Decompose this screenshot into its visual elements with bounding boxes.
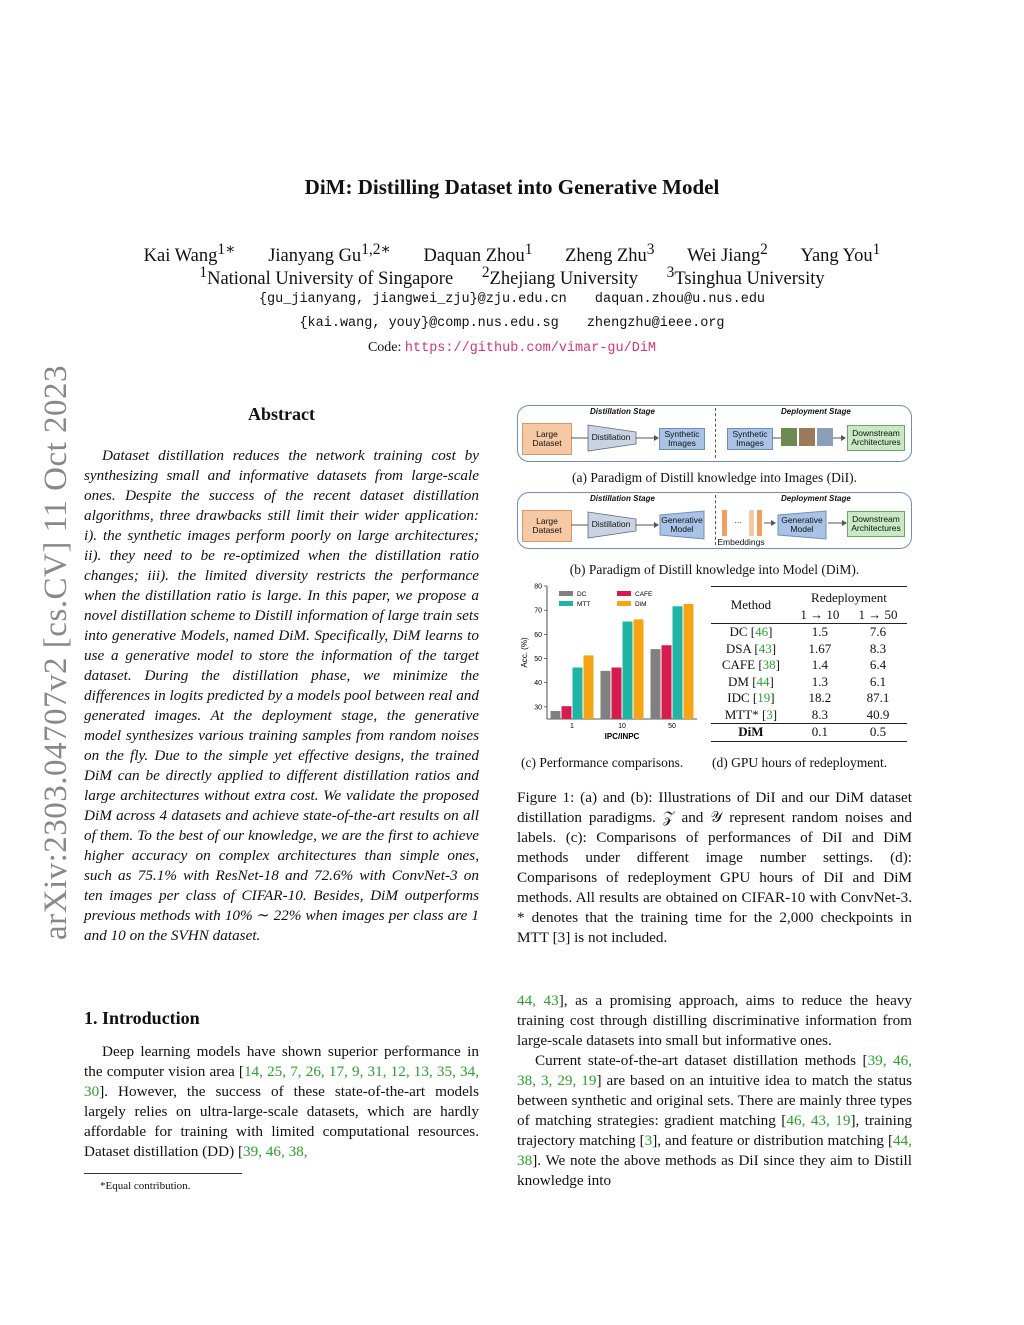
x-tick-label: 50 <box>668 723 676 730</box>
table-row: IDC [19] 18.2 87.1 <box>727 690 890 705</box>
figure-caption: Figure 1: (a) and (b): Illustrations of DiI and our DiM dataset distillation paradigms. 𝒵 and 𝒴 represent random noises and labels. (c): Comparisons of performances of DiI and DiM methods under different image number settings. (d): Comparisons of redeployment GPU hours of DiI and DiM methods. All results are obtained on CIFAR-10 with ConvNet-3. * denotes that the training time for the 2,000 checkpoints in MTT [3] is not included. <box>517 789 912 946</box>
column-group-header: Redeployment <box>811 590 887 605</box>
bar-dc <box>651 649 661 719</box>
table-row: DM [44] 1.3 6.1 <box>727 673 887 689</box>
arrow-icon <box>827 518 847 528</box>
y-tick-label: 60 <box>534 631 542 639</box>
paper-title: DiM: Distilling Dataset into Generative Model <box>304 175 720 199</box>
legend-swatch <box>617 601 631 606</box>
citation-link[interactable]: 39, 46, 38, <box>243 1143 308 1160</box>
bar-dc <box>551 711 561 719</box>
stage-label: Distillation Stage <box>590 407 655 416</box>
legend-label: CAFE <box>635 591 653 598</box>
bar-cafe <box>662 645 672 719</box>
author: Jianyang $Gu^{1,2∗}$ <box>268 241 391 267</box>
abstract-heading: Abstract <box>248 404 315 424</box>
subfigure-caption: (b) Paradigm of Distill knowledge into Model (DiM). <box>569 562 860 577</box>
bar-dim <box>584 655 594 719</box>
email: {gu_jianyang, jiangwei_zju}@zju.edu.cn <box>258 292 567 307</box>
column-header: Method <box>730 596 772 612</box>
x-tick-label: 1 <box>570 723 574 730</box>
citation-link[interactable]: 14, 25, 7, 26, 17, 9, 31, 12, 13, 35, 34, 30 <box>84 1063 479 1100</box>
legend-swatch <box>559 591 573 596</box>
table-row: MTT* [3] 8.3 40.9 <box>724 706 890 722</box>
paragraph: Current state-of-the-art dataset distillation methods [39, 46, 38, 3, 29, 19] are based on an intuitive idea to match the status between synthetic and original sets. There are mainly three types of matching strategies: gradient matching [46, 43, 19], training trajectory matching [3], and feature or distribution matching [44, 38]. We note the above methods as DiI since they aim to Distill knowledge into <box>517 1052 913 1189</box>
author: Kai Wang$^{1∗}$ <box>143 241 236 267</box>
bar-dim <box>684 604 694 719</box>
x-axis-label: IPC/INPC <box>604 732 640 741</box>
stage-label: Distillation Stage <box>590 494 655 503</box>
citation-link[interactable]: 39, 46, 38, 3, 29, 19 <box>517 1052 913 1089</box>
y-tick-label: 70 <box>534 607 542 615</box>
large-dataset-node: Large Dataset <box>522 423 572 455</box>
subfigure-caption: (a) Paradigm of Distill knowledge into Images (DiI). <box>572 470 857 485</box>
legend-label: MTT <box>577 601 591 608</box>
embeddings-label: Embeddings <box>717 536 765 547</box>
bar-cafe <box>562 706 572 719</box>
y-tick-label: 40 <box>534 680 542 688</box>
sample-images <box>771 420 846 456</box>
bar-dc <box>601 671 611 719</box>
section-heading: 1. Introduction <box>84 1008 200 1028</box>
column-header: 1 → 50 <box>858 606 898 622</box>
bar-dim <box>634 619 644 719</box>
citation-link[interactable]: 44, 43 <box>517 992 559 1009</box>
author: Yang You$^1$ <box>800 241 881 267</box>
legend-label: DiM <box>635 601 647 608</box>
author: Daquan Zhou$^1$ <box>423 241 533 267</box>
downstream-node: Downstream Architectures <box>847 511 905 537</box>
email: daquan.zhou@u.nus.edu <box>594 292 766 307</box>
generative-model-label: Generative Model <box>781 515 823 534</box>
paragraph: 44, 43], as a promising approach, aims to reduce the heavy training cost through distilling discriminative information from large-scale datasets into small but informative ones. <box>517 992 913 1049</box>
ellipsis: ... <box>734 514 742 525</box>
code-label: Code: <box>367 340 402 355</box>
column-header: 1 → 10 <box>800 606 840 622</box>
y-tick-label: 80 <box>534 583 542 591</box>
stage-label: Deployment Stage <box>781 407 851 416</box>
table-row: DSA [43] 1.67 8.3 <box>725 640 887 656</box>
email: {kai.wang, youy}@comp.nus.edu.sg <box>299 316 559 331</box>
performance-chart <box>517 580 707 750</box>
intro-paragraph: Deep learning models have shown superior performance in the computer vision area [14, 25, 7, 26, 17, 9, 31, 12, 13, 35, 34, 30]. However, the success of these state-of-the-art models largely relies on ultra-large-scale datasets, which are hardly affordable for training with limited computational resources. Dataset distillation (DD) [39, 46, 38, <box>84 1043 479 1160</box>
stage-label: Deployment Stage <box>781 494 851 503</box>
generative-model-label: Generative Model <box>661 515 703 534</box>
bar-cafe <box>612 667 622 719</box>
right-column-text <box>517 991 912 1191</box>
legend-label: DC <box>577 591 587 598</box>
y-tick-label: 30 <box>534 704 542 712</box>
synthetic-images-node: Synthetic Images <box>659 428 705 450</box>
table-row: DiM 0.1 0.5 <box>711 724 907 741</box>
code-link[interactable]: https://github.com/vimar-gu/DiM <box>404 341 657 356</box>
code-line <box>0 340 1024 356</box>
affiliation-list <box>0 264 1024 290</box>
citation-link[interactable]: 3 <box>644 1132 653 1149</box>
bar-mtt <box>673 606 683 719</box>
abstract-text: Dataset distillation reduces the network training cost by synthesizing small and informative datasets from large-scale ones. Despite the success of the recent dataset distillation algorithms, three drawbacks still limit their wider application: i). the synthetic images perform poorly on large architectures; ii). they need to be re-optimized when the distillation ratio changes; iii). the limited diversity restricts the performance when the distillation ratio is large. In this paper, we propose a novel distillation scheme to Distill information of large train sets into generative Models, named DiM. Specifically, DiM learns to use a generative model to store the information of the target dataset. During the distillation phase, we minimize the differences in logits predicted by a models pool between real and generated images. At the deployment stage, the generative model synthesizes various training samples from random noises on the fly. Due to the simple yet effective designs, the trained DiM can be directly applied to different distillation ratios and large architectures without extra cost. We validate the proposed DiM across 4 datasets and achieve state-of-the-art results on all of them. To the best of our knowledge, we are the first to achieve higher accuracy on complex architectures than simple ones, such as 75.1% with ResNet-18 and 72.6% with ConvNet-3 on ten images per class of CIFAR-10. Besides, DiM outperforms previous methods with 10% ∼ 22% when images per class are 1 and 10 on the SVHN dataset. <box>84 447 479 944</box>
large-dataset-node: Large Dataset <box>522 510 572 542</box>
legend-swatch <box>617 591 631 596</box>
downstream-node: Downstream Architectures <box>847 425 905 451</box>
arxiv-stamp: arXiv:2303.04707v2 [cs.CV] 11 Oct 2023 <box>38 364 74 940</box>
affiliation: $^1$National University of Singapore <box>199 264 454 290</box>
author: Zheng Zhu$^3$ <box>565 241 655 267</box>
x-tick-label: 10 <box>618 723 626 730</box>
y-axis-label: Acc. (%) <box>520 637 529 668</box>
email-line <box>0 292 1024 307</box>
subfigure-caption: (d) GPU hours of redeployment. <box>712 755 888 770</box>
table-row: CAFE [38] 1.4 6.4 <box>721 657 887 672</box>
affiliation: $^3$Tsinghua University <box>666 264 825 290</box>
redeployment-table <box>711 586 907 742</box>
email: zhengzhu@ieee.org <box>586 316 725 331</box>
author: Wei Jiang$^2$ <box>687 241 768 267</box>
table-row: DC [46] 1.5 7.6 <box>711 624 907 641</box>
subfigure-caption: (c) Performance comparisons. <box>521 755 684 770</box>
email-line <box>0 316 1024 331</box>
citation-link[interactable]: 46, 43, 19 <box>786 1112 851 1129</box>
y-tick-label: 50 <box>534 656 542 664</box>
legend-swatch <box>559 601 573 606</box>
synthetic-images-node: Synthetic Images <box>727 428 773 450</box>
affiliation: $^2$Zhejiang University <box>481 264 638 290</box>
distillation-label: Distillation <box>591 431 631 442</box>
footnote: *Equal contribution. <box>100 1180 191 1192</box>
distillation-label: Distillation <box>591 518 631 529</box>
citation-link[interactable]: 44, 38 <box>517 1132 912 1169</box>
footnote-rule <box>84 1173 242 1174</box>
bar-mtt <box>623 622 633 719</box>
bar-mtt <box>573 667 583 719</box>
